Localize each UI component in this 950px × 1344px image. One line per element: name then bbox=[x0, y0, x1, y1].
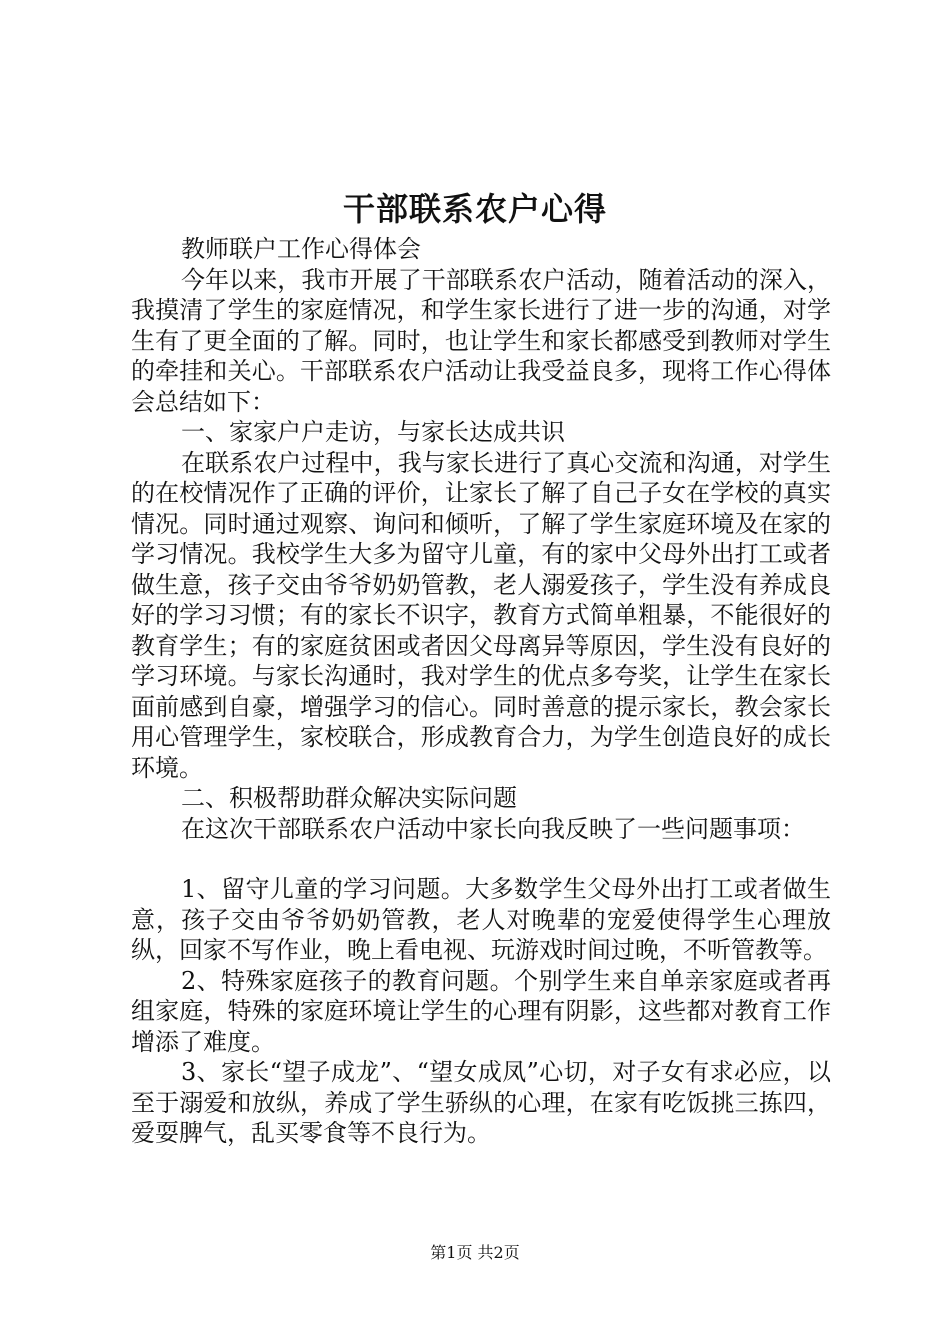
subtitle: 教师联户工作心得体会 bbox=[181, 235, 421, 263]
section-heading-1: 一、家家户户走访，与家长达成共识 bbox=[181, 418, 565, 446]
issue-item-1: 1、留守儿童的学习问题。大多数学生父母外出打工或者做生意，孩子交由爷爷奶奶管教，老人对晚辈的宠爱使得学生心理放纵，回家不写作业，晚上看电视、玩游戏时间过晚，不听管教等。 bbox=[131, 875, 831, 964]
issue-item-2: 2、特殊家庭孩子的教育问题。个别学生来自单亲家庭或者再组家庭，特殊的家庭环境让学生的心理有阴影，这些都对教育工作增添了难度。 bbox=[131, 966, 831, 1056]
paragraph-intro: 今年以来，我市开展了干部联系农户活动，随着活动的深入，我摸清了学生的家庭情况，和学生家长进行了进一步的沟通，对学生有了更全面的了解。同时，也让学生和家长都感受到教师对学生的牵挂和关心。干部联系农户活动让我受益良多，现将工作心得体会总结如下： bbox=[131, 265, 831, 416]
document-body bbox=[131, 234, 831, 1149]
issue-item-3: 3、家长“望子成龙”、“望女成凤”心切，对子女有求必应，以至于溺爱和放纵，养成了学生骄纵的心理，在家有吃饭挑三拣四，爱耍脾气，乱买零食等不良行为。 bbox=[131, 1058, 831, 1147]
paragraph-visits: 在联系农户过程中，我与家长进行了真心交流和沟通，对学生的在校情况作了正确的评价，让家长了解了自己子女在学校的真实情况。同时通过观察、询问和倾听，了解了学生家庭环境及在家的学习情况。我校学生大多为留守儿童，有的家中父母外出打工或者做生意，孩子交由爷爷奶奶管教，老人溺爱孩子，学生没有养成良好的学习习惯；有的家长不识字，教育方式简单粗暴，不能很好的教育学生；有的家庭贫困或者因父母离异等原因，学生没有良好的学习环境。与家长沟通时，我对学生的优点多夸奖，让学生在家长面前感到自豪，增强学习的信心。同时善意的提示家长，教会家长用心管理学生，家校联合，形成教育合力，为学生创造良好的成长环境。 bbox=[131, 448, 831, 782]
page-footer: 第1页 共2页 bbox=[430, 1243, 520, 1262]
document-title: 干部联系农户心得 bbox=[342, 190, 607, 228]
paragraph-issues-intro: 在这次干部联系农户活动中家长向我反映了一些问题事项： bbox=[181, 814, 805, 843]
section-heading-2: 二、积极帮助群众解决实际问题 bbox=[181, 784, 517, 812]
blank-line bbox=[131, 844, 831, 874]
